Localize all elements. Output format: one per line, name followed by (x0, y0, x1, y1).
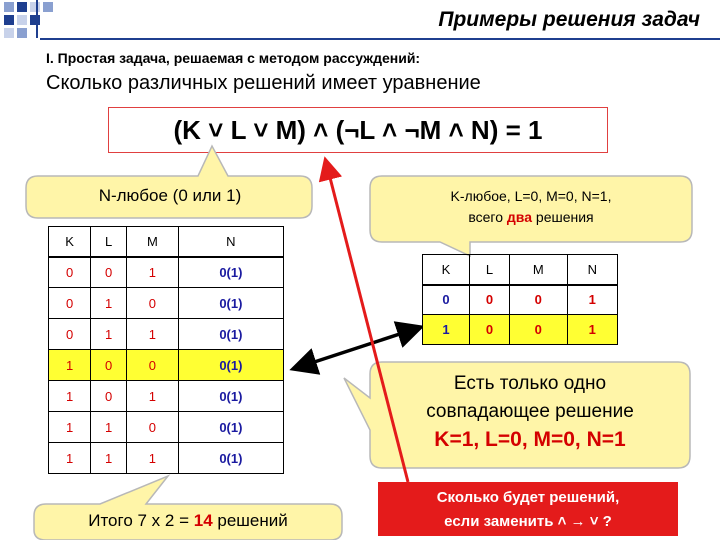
table-cell: 1 (127, 319, 179, 350)
table-header-cell: K (49, 227, 91, 257)
table-cell: 0 (509, 315, 567, 345)
table-cell: 1 (127, 443, 179, 474)
slide-title: Примеры решения задач (438, 8, 700, 31)
table-header-cell: N (178, 227, 283, 257)
table-cell: 0 (469, 285, 509, 315)
table-header-cell: M (127, 227, 179, 257)
table-row-highlighted (423, 315, 618, 345)
callout-right-text (372, 186, 690, 228)
table-cell: 1 (567, 315, 617, 345)
table-cell: 0(1) (178, 412, 283, 443)
table-header-cell: N (567, 255, 617, 285)
table-cell: 1 (49, 412, 91, 443)
callout-right-line2-em: два (506, 209, 533, 225)
table-row (49, 288, 284, 319)
callout-match-line2: совпадающее решение (426, 401, 634, 422)
table-cell: 0(1) (178, 257, 283, 288)
table-cell: 0 (91, 381, 127, 412)
callout-total-em: 14 (193, 511, 213, 530)
table-header-cell: K (423, 255, 470, 285)
equation-box: (K ˅ L ˅ M) ˄ (¬L ˄ ¬M ˄ N) = 1 (108, 107, 608, 153)
callout-match-line3: K=1, L=0, M=0, N=1 (434, 428, 626, 451)
callout-left-text: N-любое (0 или 1) (98, 186, 242, 205)
callout-right-line1: K-любое, L=0, M=0, N=1, (450, 188, 612, 204)
callout-left-bubble (26, 146, 312, 218)
task-question: Сколько различных решений имеет уравнение (46, 72, 481, 94)
table-header-cell: L (91, 227, 127, 257)
table-row (423, 285, 618, 315)
table-cell: 1 (423, 315, 470, 345)
table-cell: 1 (91, 288, 127, 319)
table-cell: 0 (49, 288, 91, 319)
table-cell: 1 (49, 443, 91, 474)
table-cell: 1 (91, 443, 127, 474)
table-cell: 0(1) (178, 443, 283, 474)
table-cell: 0 (469, 315, 509, 345)
callout-match-line1: Есть только одно (453, 373, 607, 394)
table-cell: 0(1) (178, 319, 283, 350)
table-cell: 0 (423, 285, 470, 315)
table-header-row (49, 227, 284, 257)
truth-table-right (422, 254, 618, 345)
table-header-cell: L (469, 255, 509, 285)
table-cell: 0 (91, 350, 127, 381)
callout-right-line2 (372, 207, 690, 228)
table-cell: 0(1) (178, 350, 283, 381)
table-row (49, 412, 284, 443)
table-cell: 0 (49, 319, 91, 350)
question-box-line2: если заменить ˄ → ˅ ? (444, 513, 612, 530)
table-cell: 0 (127, 412, 179, 443)
table-header-cell: M (509, 255, 567, 285)
table-cell: 0 (127, 288, 179, 319)
table-row (49, 319, 284, 350)
callout-match-text (372, 370, 688, 454)
callout-total-post: решений (212, 511, 288, 530)
callout-total-text (36, 511, 340, 531)
table-cell: 1 (567, 285, 617, 315)
table-row (49, 443, 284, 474)
table-cell: 0 (127, 350, 179, 381)
table-row (49, 381, 284, 412)
table-cell: 0(1) (178, 288, 283, 319)
task-heading: I. Простая задача, решаемая с методом рассуждений: (46, 50, 421, 66)
table-row (49, 257, 284, 288)
callout-total-pre: Итого 7 х 2 = (88, 511, 194, 530)
table-cell: 0 (49, 257, 91, 288)
callout-right-line2-post: решения (532, 209, 594, 225)
table-cell: 1 (49, 350, 91, 381)
table-cell: 1 (91, 319, 127, 350)
table-row-highlighted (49, 350, 284, 381)
table-header-row (423, 255, 618, 285)
table-cell: 1 (49, 381, 91, 412)
table-cell: 0(1) (178, 381, 283, 412)
table-cell: 0 (509, 285, 567, 315)
question-box (378, 482, 678, 536)
table-cell: 1 (127, 257, 179, 288)
table-cell: 1 (91, 412, 127, 443)
question-box-line1: Сколько будет решений, (436, 489, 620, 506)
truth-table-left (48, 226, 284, 474)
callout-right-line2-pre: всего (468, 209, 507, 225)
table-cell: 1 (127, 381, 179, 412)
table-cell: 0 (91, 257, 127, 288)
